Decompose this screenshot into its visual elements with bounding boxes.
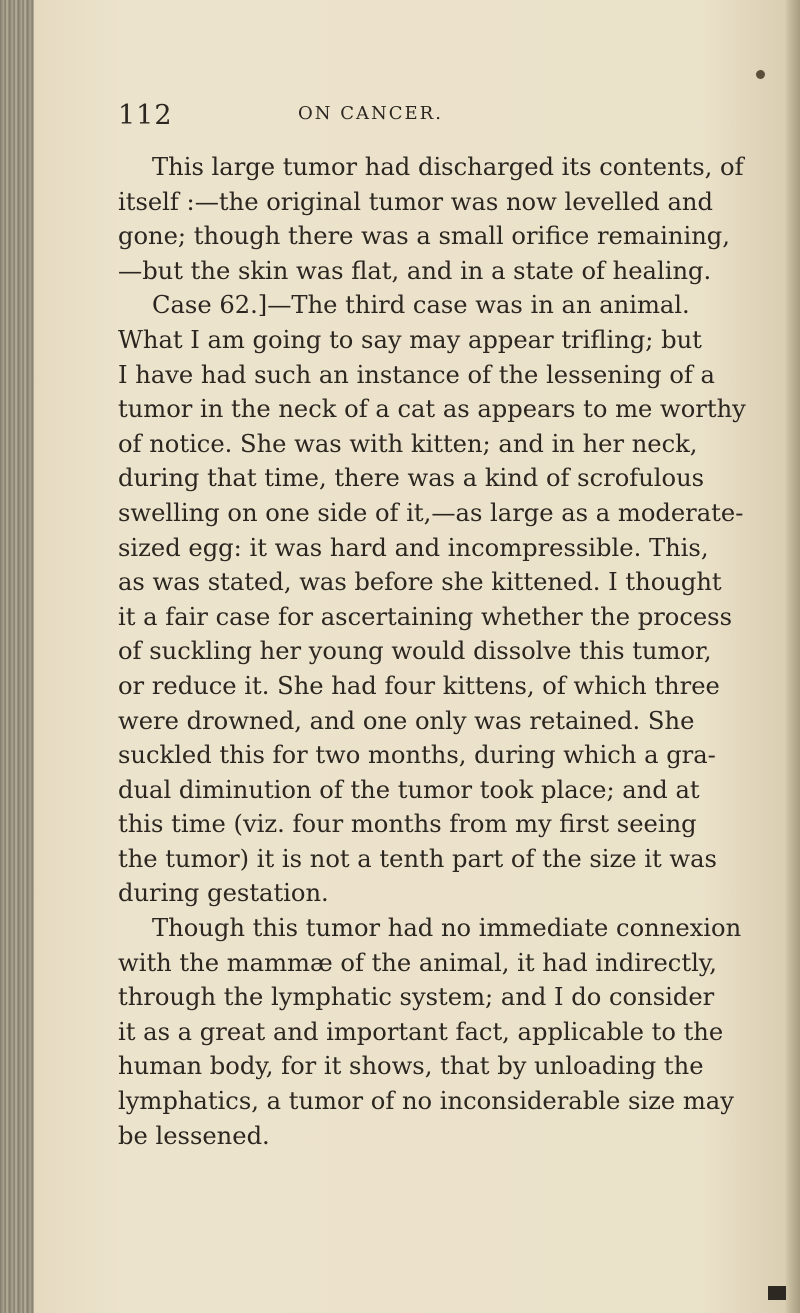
text-line: lymphatics, a tumor of no inconsiderable size may	[118, 1087, 734, 1116]
ink-spot	[756, 70, 765, 79]
text-line: I have had such an instance of the lessening of a	[118, 360, 715, 389]
page-number: 112	[118, 100, 173, 131]
text-line: the tumor) it is not a tenth part of the size it was	[118, 844, 717, 873]
text-line: sized egg: it was hard and incompressible. This,	[118, 533, 709, 562]
body-text	[118, 150, 758, 1153]
text-line: —but the skin was flat, and in a state of healing.	[118, 256, 712, 285]
corner-mark	[768, 1286, 786, 1300]
text-line: during that time, there was a kind of scrofulous	[118, 464, 705, 493]
text-line: What I am going to say may appear trifling; but	[118, 325, 702, 354]
text-line: it a fair case for ascertaining whether the process	[118, 602, 733, 631]
text-line: Though this tumor had no immediate connexion	[152, 914, 742, 943]
running-head: ON CANCER.	[298, 103, 443, 124]
text-line: gone; though there was a small orifice remaining,	[118, 222, 730, 251]
text-line: through the lymphatic system; and I do consider	[118, 983, 715, 1012]
text-line: of suckling her young would dissolve this tumor,	[118, 637, 712, 666]
binding-gutter	[0, 0, 34, 1313]
text-line: were drowned, and one only was retained. She	[118, 706, 695, 735]
text-line: during gestation.	[118, 879, 329, 908]
text-line: or reduce it. She had four kittens, of which three	[118, 671, 720, 700]
text-line: as was stated, was before she kittened. I thought	[118, 568, 722, 597]
text-line: itself :—the original tumor was now levelled and	[118, 187, 713, 216]
text-line: tumor in the neck of a cat as appears to me worthy	[118, 395, 746, 424]
text-line: This large tumor had discharged its contents, of	[152, 153, 744, 181]
text-line: be lessened.	[118, 1121, 270, 1150]
page-edge	[786, 0, 800, 1313]
text-line: this time (viz. four months from my first seeing	[118, 810, 697, 839]
text-line: with the mammæ of the animal, it had indirectly,	[118, 948, 717, 977]
page-header	[118, 100, 758, 140]
text-line: it as a great and important fact, applicable to the	[118, 1017, 724, 1046]
text-line: human body, for it shows, that by unloading the	[118, 1052, 704, 1081]
text-line: suckled this for two months, during which a gra-	[118, 741, 716, 770]
text-line: dual diminution of the tumor took place; and at	[118, 775, 700, 804]
text-line: of notice. She was with kitten; and in her neck,	[118, 429, 698, 458]
text-line: swelling on one side of it,—as large as a moderate-	[118, 498, 744, 527]
text-line: Case 62.]—The third case was in an animal.	[152, 291, 690, 320]
